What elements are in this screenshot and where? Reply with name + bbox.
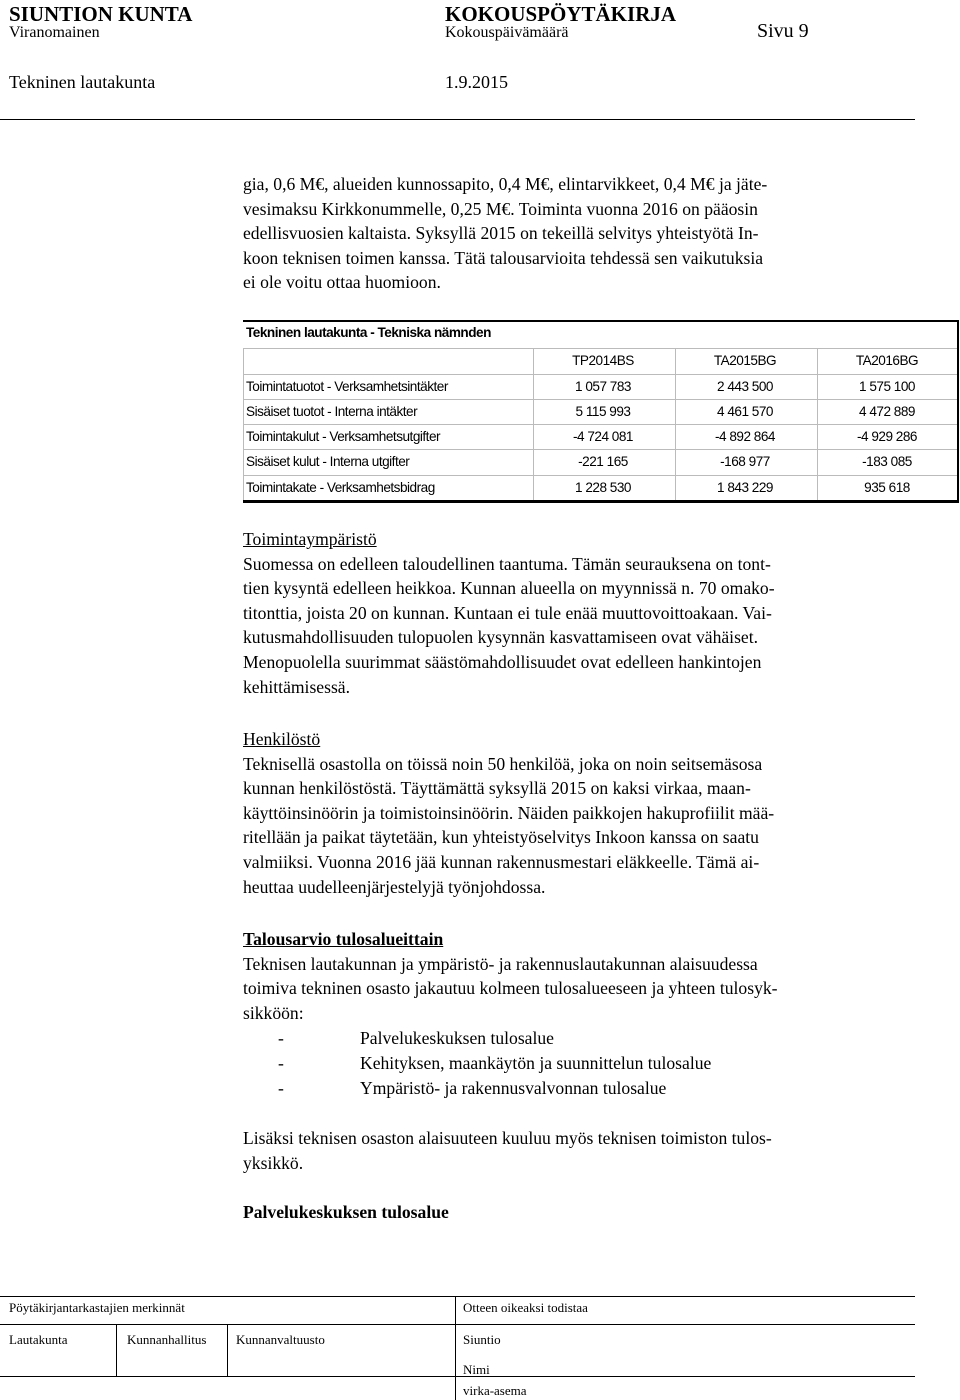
text-line: vesimaksu Kirkkonummelle, 0,25 M€. Toiminta vuonna 2016 on pääosin	[243, 198, 758, 219]
text-line: ritellään ja paikat täytetään, kun yhteistyöselvitys Inkoon kanssa on saatu	[243, 827, 759, 848]
section-heading: Toimintaympäristö	[243, 529, 377, 549]
table-cell: 4 472 889	[859, 404, 915, 419]
text-line: tien kysyntä edelleen heikkoa. Kunnan alueella on myynnissä n. 70 omako-	[243, 578, 775, 599]
text-line: koon teknisen toimen kanssa. Tätä talousarvioita tehdessä sen vaikutuksia	[243, 247, 764, 268]
row-label: Toimintakulut - Verksamhetsutgifter	[246, 429, 441, 444]
table-cell: 2 443 500	[717, 379, 773, 394]
footer-divider	[227, 1324, 228, 1376]
table-cell: 4 461 570	[717, 404, 773, 419]
page-number: Sivu 9	[757, 20, 809, 42]
table-cell: 1 057 783	[575, 379, 631, 394]
table-cell: 5 115 993	[575, 404, 631, 419]
section-heading: Henkilöstö	[243, 729, 321, 749]
municipality-name: SIUNTION KUNTA	[9, 2, 193, 26]
text-line: Teknisellä osastolla on töissä noin 50 henkilöä, joka on noin seitsemäsosa	[243, 753, 763, 774]
text-line: kehittämisessä.	[243, 676, 351, 697]
text-line: edellisvuosien kaltaista. Syksyllä 2015 on tekeillä selvitys yhteistyötä In-	[243, 223, 759, 244]
table-cell: 1 843 229	[717, 480, 773, 495]
table-cell: -4 929 286	[856, 429, 917, 444]
text-line: Suomessa on edelleen taloudellinen taantuma. Tämän seurauksena on tont-	[243, 553, 771, 574]
section-operating-environment	[243, 527, 923, 699]
text-line: toimiva tekninen osasto jakautuu kolmeen tulosalueeseen ja yhteen tulosyk-	[243, 978, 778, 999]
footer-rule	[0, 1296, 915, 1297]
budget-table	[243, 320, 959, 503]
text-line: Menopuolella suurimmat säästömahdollisuudet ovat edelleen hankintojen	[243, 651, 762, 672]
checkers-label: Pöytäkirjantarkastajien merkinnät	[9, 1300, 185, 1315]
list-item-text: Palvelukeskuksen tulosalue	[360, 1028, 554, 1048]
section-service-center	[243, 1200, 923, 1225]
footer-rule	[0, 1376, 915, 1377]
row-label: Sisäiset kulut - Interna utgifter	[246, 454, 410, 469]
table-cell: -221 165	[578, 454, 628, 469]
list-item-text: Kehityksen, maankäytön ja suunnittelun tulosalue	[360, 1053, 712, 1073]
row-label: Toimintakate - Verksamhetsbidrag	[246, 480, 435, 495]
table-cell: 1 575 100	[859, 379, 915, 394]
section-budget-by-area	[243, 927, 923, 1025]
list-item-text: Ympäristö- ja rakennusvalvonnan tulosalue	[360, 1078, 667, 1098]
footer-kunnanhallitus: Kunnanhallitus	[127, 1332, 207, 1347]
text-line: Lisäksi teknisen osaston alaisuuteen kuuluu myös teknisen toimiston tulos-	[243, 1128, 772, 1148]
footer-lautakunta: Lautakunta	[9, 1332, 68, 1347]
intro-paragraph	[243, 172, 923, 295]
table-cell: -183 085	[862, 454, 912, 469]
footer-name-label: Nimi	[463, 1362, 490, 1377]
meeting-date: 1.9.2015	[445, 72, 508, 92]
footer-divider	[116, 1324, 117, 1376]
authority-name: Tekninen lautakunta	[9, 72, 156, 92]
column-header: TA2015BG	[713, 353, 777, 368]
list-dash: -	[278, 1078, 284, 1098]
table-cell: -168 977	[720, 454, 770, 469]
text-line: titonttia, joista 20 on kunnan. Kuntaan ei tule enää muuttovoittoakaan. Vai-	[243, 602, 772, 623]
text-line: heuttaa uudelleenjärjestelyjä työnjohdossa.	[243, 876, 546, 897]
certified-label: Otteen oikeaksi todistaa	[463, 1300, 588, 1315]
table-title: Tekninen lautakunta - Tekniska nämnden	[246, 325, 491, 340]
list-dash: -	[278, 1053, 284, 1073]
header-rule	[0, 119, 915, 120]
text-line: kunnan henkilöstöstä. Täyttämättä syksyllä 2015 on kaksi virkaa, maan-	[243, 778, 751, 799]
column-header: TA2016BG	[855, 353, 919, 368]
list-dash: -	[278, 1028, 284, 1048]
text-line: gia, 0,6 M€, alueiden kunnossapito, 0,4 M€, elintarvikkeet, 0,4 M€ ja jäte-	[243, 174, 768, 194]
table-cell: 935 618	[864, 480, 910, 495]
text-line: kutusmahdollisuuden tulopuolen kysynnän kasvattamiseen ovat vähäiset.	[243, 627, 759, 648]
text-line: valmiiksi. Vuonna 2016 jää kunnan rakennusmestari eläkkeelle. Tämä ai-	[243, 851, 760, 872]
footer-kunnanvaltuusto: Kunnanvaltuusto	[236, 1332, 325, 1347]
table-cell: 1 228 530	[575, 480, 631, 495]
table-cell: -4 724 081	[572, 429, 633, 444]
section-heading: Palvelukeskuksen tulosalue	[243, 1202, 449, 1222]
text-line: käyttöinsinöörin ja toimistoinsinöörin. Näiden paikkojen hakuprofiilit mää-	[243, 802, 775, 823]
section-heading: Talousarvio tulosalueittain	[243, 929, 444, 949]
text-line: sikköön:	[243, 1002, 304, 1023]
footer-rule	[0, 1324, 915, 1325]
text-line: Teknisen lautakunnan ja ympäristö- ja rakennuslautakunnan alaisuudessa	[243, 953, 758, 974]
row-label: Toimintatuotot - Verksamhetsintäkter	[246, 379, 448, 394]
text-line: ei ole voitu ottaa huomioon.	[243, 272, 441, 293]
document-type: KOKOUSPÖYTÄKIRJA	[445, 2, 677, 26]
table-cell: -4 892 864	[714, 429, 775, 444]
additional-unit-paragraph	[243, 1126, 923, 1175]
footer-divider	[455, 1296, 456, 1400]
row-label: Sisäiset tuotot - Interna intäkter	[246, 404, 418, 419]
section-personnel	[243, 727, 923, 899]
column-header: TP2014BS	[572, 353, 634, 368]
footer-place: Siuntio	[463, 1332, 501, 1347]
text-line: yksikkö.	[243, 1152, 304, 1173]
meeting-date-label: Kokouspäivämäärä	[445, 24, 569, 41]
footer-title-label: virka-asema	[463, 1383, 527, 1398]
authority-label: Viranomainen	[9, 24, 100, 41]
